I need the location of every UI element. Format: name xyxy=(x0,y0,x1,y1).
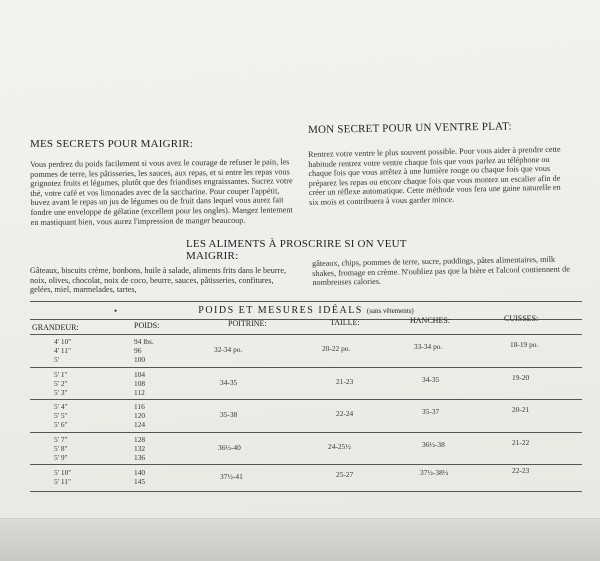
row2-poids xyxy=(134,371,145,397)
row4-taille: 24-25½ xyxy=(328,442,351,451)
row5-poids-2: 145 xyxy=(134,476,146,486)
row5-poitrine: 37½-41 xyxy=(220,472,243,481)
row5-poids-1: 140 xyxy=(134,468,146,477)
row4-poids xyxy=(134,436,145,462)
header-grandeur: GRANDEUR: xyxy=(32,323,79,332)
row2-taille: 21-23 xyxy=(336,377,354,386)
row2-grandeur-2: 5' 2" xyxy=(54,378,68,388)
row1-grandeur-1: 4' 10" xyxy=(54,337,72,346)
foods-col1: Gâteaux, biscuits crème, bonbons, huile à salade, aliments frits dans le beurre, noix, olives, chocolat, noix de coco, beurre, sauces, pâtisseries, confitures, gelées, miel, marmelades, tartes, xyxy=(30,266,287,295)
row3-poids-2: 120 xyxy=(134,410,146,420)
row1-rule xyxy=(30,367,582,368)
right-section xyxy=(308,120,512,136)
row3-hanches: 35-37 xyxy=(422,407,440,416)
row5-grandeur-2: 5' 11" xyxy=(54,476,72,486)
header-hanches: HANCHES: xyxy=(410,316,451,325)
row2-hanches: 34-35 xyxy=(422,375,440,384)
row5-taille: 25-27 xyxy=(336,470,354,479)
row3-poitrine: 35-38 xyxy=(220,410,238,419)
row2-poids-1: 104 xyxy=(134,370,146,379)
row1-poids-3: 100 xyxy=(134,354,146,364)
header-poids: POIDS: xyxy=(134,321,160,330)
table-subtitle: (sans vêtements) xyxy=(366,307,414,315)
row3-rule xyxy=(30,432,582,433)
row4-grandeur-3: 5' 9" xyxy=(54,452,68,462)
row3-poids-1: 116 xyxy=(134,402,145,411)
table-header-rule xyxy=(30,334,582,335)
row4-cuisses: 21-22 xyxy=(512,438,530,447)
row1-cuisses: 18-19 po. xyxy=(510,340,539,349)
left-section-title: MES SECRETS POUR MAIGRIR: xyxy=(30,138,194,150)
row5-poids xyxy=(134,469,145,487)
table-bullet: • xyxy=(114,306,118,316)
row1-hanches: 33-34 po. xyxy=(414,342,443,351)
row2-poids-2: 108 xyxy=(134,378,146,388)
row3-poids xyxy=(134,403,145,429)
row2-poids-3: 112 xyxy=(134,387,145,397)
row5-grandeur-1: 5' 10" xyxy=(54,468,72,477)
page-bottom-edge xyxy=(0,518,600,561)
row4-poitrine: 36½-40 xyxy=(218,443,241,452)
foods-col2: gâteaux, chips, pommes de terre, sucre, puddings, pâtes alimentaires, milk shakes, fromage en crème. N'oubliez pas que la bière et l'alcool contiennent de nombreuses calories. xyxy=(312,254,570,288)
row3-grandeur-3: 5' 6" xyxy=(54,419,68,429)
table-title-text: POIDS ET MESURES IDÉALS xyxy=(198,305,363,316)
row2-grandeur-1: 5' 1" xyxy=(54,370,68,379)
row4-rule xyxy=(30,464,582,465)
row3-grandeur-1: 5' 4" xyxy=(54,402,68,411)
foods-col2-wrap xyxy=(312,254,574,287)
header-poitrine: POITRINE: xyxy=(228,319,267,328)
row5-grandeur xyxy=(54,469,71,487)
right-section-title: MON SECRET POUR UN VENTRE PLAT: xyxy=(308,120,512,136)
row2-rule xyxy=(30,399,582,400)
foods-title-line2: MAIGRIR: xyxy=(186,250,239,262)
row4-grandeur-1: 5' 7" xyxy=(54,435,68,444)
row1-grandeur xyxy=(54,338,71,364)
table-title xyxy=(30,305,582,316)
table-top-rule xyxy=(30,301,582,302)
row1-poitrine: 32-34 po. xyxy=(214,345,243,354)
row2-poitrine: 34-35 xyxy=(220,378,238,387)
left-section-body: Vous perdrez du poids facilement si vous avez le courage de refuser le pain, les pommes de terre, les pâtisseries, les sauces, aux repas, et si entre les repas vous grignotez fruits et légumes, plutôt que des friandises engraissantes. Sucrez votre thé, votre café et vos limonades avec de la saccharine. Pour couper l'appétit, buvez avant le repas un jus de légumes ou de fruit dans lequel vous aurez fait fondre une enveloppe de gélatine (excellent pour les ongles). Mangez lentement en mastiquant bien, vous aurez l'impression de manger beaucoup. xyxy=(30,157,293,227)
table-title-rule xyxy=(30,319,582,320)
row4-poids-1: 128 xyxy=(134,435,146,444)
row1-poids xyxy=(134,338,154,364)
foods-col1-wrap xyxy=(30,266,292,295)
row3-grandeur-2: 5' 5" xyxy=(54,410,68,420)
right-section-body-wrap xyxy=(308,145,571,208)
row4-poids-2: 132 xyxy=(134,443,146,453)
row1-grandeur-2: 4' 11" xyxy=(54,345,72,355)
row2-grandeur-3: 5' 3" xyxy=(54,387,68,397)
table-bottom-rule xyxy=(30,491,582,492)
row1-taille: 20-22 po. xyxy=(322,344,351,353)
row1-grandeur-3: 5' xyxy=(54,354,60,364)
row4-grandeur xyxy=(54,436,68,462)
right-section-body: Rentrez votre ventre le plus souvent possible. Pour vous aider à prendre cette habitude rentrez votre ventre chaque fois que vous parlez au téléphone ou chaque fois que vous arrêtez à une lumière rouge ou chaque fois que vous préparez les repas ou encore chaque fois que vous montez un escalier afin de créer un réflexe automatique. Cette méthode vous fera une gaine naturelle en six mois et contribuera à vous garder mince. xyxy=(308,144,561,207)
row2-cuisses: 19-20 xyxy=(512,373,530,382)
row4-grandeur-2: 5' 8" xyxy=(54,443,68,453)
row5-cuisses: 22-23 xyxy=(512,466,530,475)
row3-taille: 22-24 xyxy=(336,409,354,418)
foods-title-line1: LES ALIMENTS À PROSCRIRE SI ON VEUT xyxy=(186,238,407,250)
left-section-body-wrap xyxy=(30,157,301,227)
left-section xyxy=(30,138,193,150)
row4-hanches: 36½-38 xyxy=(422,440,445,449)
header-taille: TAILLE: xyxy=(330,318,360,327)
row4-poids-3: 136 xyxy=(134,452,146,462)
row3-cuisses: 20-21 xyxy=(512,405,530,414)
row1-poids-1: 94 lbs. xyxy=(134,337,154,346)
row1-poids-2: 96 xyxy=(134,345,142,355)
row3-poids-3: 124 xyxy=(134,419,146,429)
row3-grandeur xyxy=(54,403,68,429)
header-cuisses: CUISSES: xyxy=(504,314,539,323)
row2-grandeur xyxy=(54,371,68,397)
row5-hanches: 37½-38½ xyxy=(420,468,449,477)
